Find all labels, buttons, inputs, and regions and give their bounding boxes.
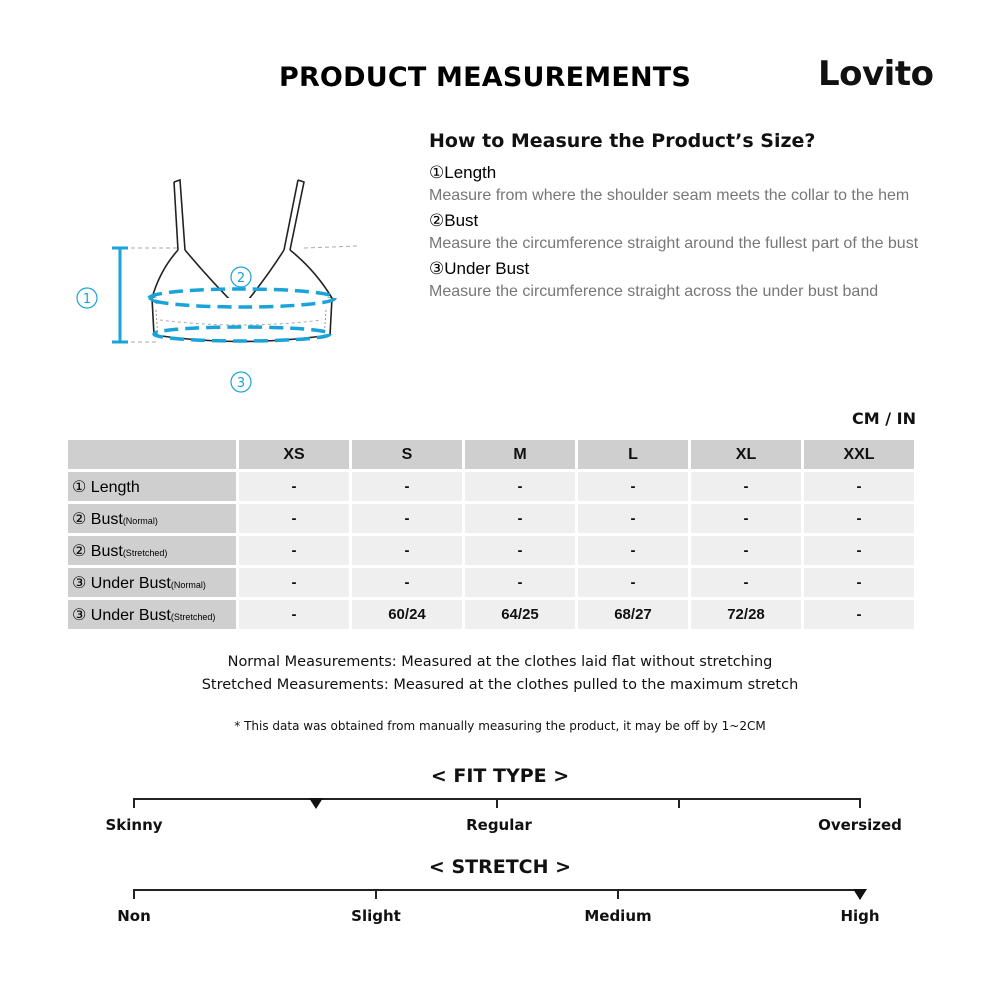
table-cell: -: [239, 472, 349, 501]
table-cell: -: [352, 472, 462, 501]
table-cell: 60/24: [352, 600, 462, 629]
table-cell: -: [465, 568, 575, 597]
stretch-label-slight: Slight: [351, 907, 401, 925]
row-label-text: ② Bust: [72, 542, 123, 560]
how-to-title: How to Measure the Product’s Size?: [429, 130, 816, 152]
stretch-tick: [133, 889, 135, 899]
table-cell: -: [352, 504, 462, 533]
svg-text:3: 3: [236, 376, 246, 391]
stretch-tick: [617, 889, 619, 899]
row-label: [68, 536, 236, 565]
row-label-sub: (Normal): [170, 579, 206, 590]
stretch-label-medium: Medium: [584, 907, 652, 925]
table-cell: -: [804, 568, 914, 597]
table-cell: -: [578, 568, 688, 597]
page-title: PRODUCT MEASUREMENTS: [278, 62, 692, 93]
bust-description: Measure the circumference straight around the fullest part of the bust: [429, 235, 919, 252]
stretch-marker: [853, 889, 867, 900]
fit-type-title: < FIT TYPE >: [430, 765, 570, 787]
table-cell: -: [691, 536, 801, 565]
row-label: [68, 472, 236, 501]
table-cell: -: [239, 536, 349, 565]
stretch-label-high: High: [840, 907, 880, 925]
fit-type-tick: [133, 798, 135, 808]
table-row: [68, 504, 914, 533]
size-header: XXL: [804, 440, 914, 469]
table-row: [68, 472, 914, 501]
row-label-text: ③ Under Bust: [72, 574, 171, 592]
table-corner: [68, 440, 236, 469]
table-cell: -: [804, 472, 914, 501]
fit-type-tick: [496, 798, 498, 808]
row-label: [68, 568, 236, 597]
length-description: Measure from where the shoulder seam meets the collar to the hem: [429, 187, 910, 204]
row-label: [68, 600, 236, 629]
table-cell: -: [578, 472, 688, 501]
table-cell: -: [465, 536, 575, 565]
fit-label-skinny: Skinny: [105, 816, 163, 834]
table-cell: 64/25: [465, 600, 575, 629]
stretch-tick: [375, 889, 377, 899]
row-label-sub: (Stretched): [170, 611, 216, 622]
fit-type-tick: [859, 798, 861, 808]
length-heading: ①Length: [429, 163, 497, 182]
table-row: [68, 536, 914, 565]
row-label: [68, 504, 236, 533]
disclaimer-note: * This data was obtained from manually measuring the product, it may be off by 1~2CM: [234, 719, 766, 733]
under-bust-description: Measure the circumference straight across the under bust band: [429, 283, 879, 300]
stretched-measurement-note: Stretched Measurements: Measured at the clothes pulled to the maximum stretch: [201, 677, 799, 693]
table-cell: 72/28: [691, 600, 801, 629]
table-cell: -: [578, 504, 688, 533]
normal-measurement-note: Normal Measurements: Measured at the clothes laid flat without stretching: [227, 654, 773, 670]
units-label: CM / IN: [852, 409, 916, 428]
size-header: XL: [691, 440, 801, 469]
table-cell: -: [804, 504, 914, 533]
size-header: M: [465, 440, 575, 469]
table-cell: -: [352, 568, 462, 597]
table-cell: -: [691, 504, 801, 533]
size-header: XS: [239, 440, 349, 469]
row-label-sub: (Stretched): [122, 547, 168, 558]
table-cell: -: [239, 600, 349, 629]
table-cell: -: [465, 472, 575, 501]
svg-text:1: 1: [82, 292, 92, 307]
stretch-title: < STRETCH >: [428, 856, 572, 878]
size-header: S: [352, 440, 462, 469]
svg-text:2: 2: [236, 271, 246, 286]
brand-logo: Lovito: [818, 54, 934, 94]
fit-type-tick: [678, 798, 680, 808]
how-to-measure: [429, 130, 929, 306]
row-label-text: ① Length: [72, 478, 140, 496]
fit-label-oversized: Oversized: [818, 816, 902, 834]
table-header-row: [68, 440, 914, 469]
table-cell: -: [239, 568, 349, 597]
under-bust-heading: ③Under Bust: [429, 259, 530, 278]
table-cell: -: [691, 568, 801, 597]
row-label-text: ② Bust: [72, 510, 123, 528]
bra-measurement-diagram: [60, 170, 370, 400]
table-cell: -: [239, 504, 349, 533]
table-cell: -: [804, 536, 914, 565]
fit-type-marker: [309, 798, 323, 809]
bust-heading: ②Bust: [429, 211, 479, 230]
size-table: [65, 437, 917, 632]
row-label-text: ③ Under Bust: [72, 606, 171, 624]
stretch-label-non: Non: [117, 907, 151, 925]
table-row: [68, 600, 914, 629]
row-label-sub: (Normal): [122, 515, 158, 526]
table-cell: 68/27: [578, 600, 688, 629]
table-row: [68, 568, 914, 597]
table-cell: -: [691, 472, 801, 501]
table-cell: -: [465, 504, 575, 533]
stretch-scale: [133, 889, 861, 891]
fit-label-regular: Regular: [466, 816, 532, 834]
table-cell: -: [578, 536, 688, 565]
table-cell: -: [804, 600, 914, 629]
table-cell: -: [352, 536, 462, 565]
size-header: L: [578, 440, 688, 469]
